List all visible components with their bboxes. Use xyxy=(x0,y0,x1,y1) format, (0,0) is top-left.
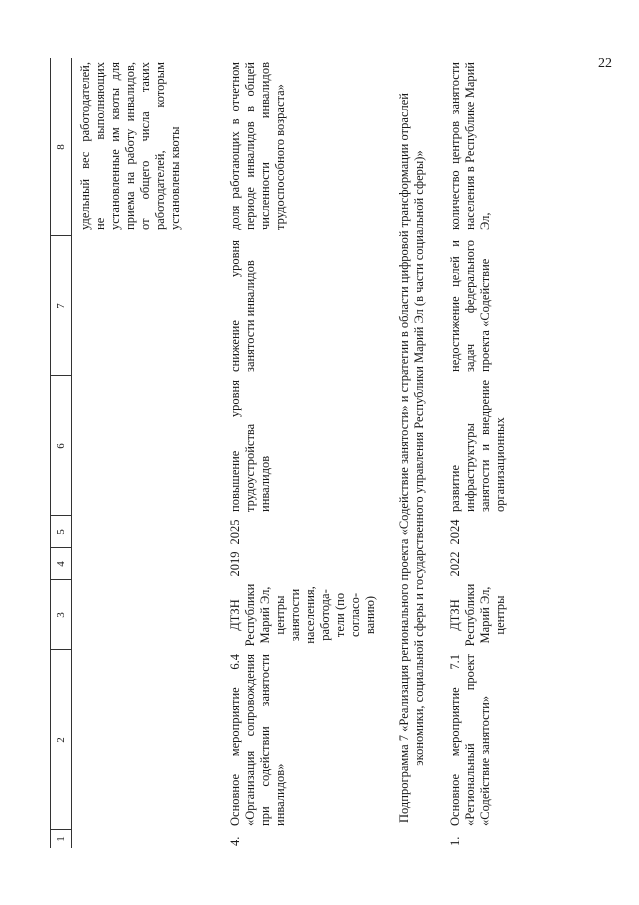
prev-row-indicator: удельный вес работодателей, не выполняющих установленные им квоты для приема на работу инвалидов, от общего числа таких работодателей, которым установлены квоты xyxy=(77,61,182,230)
row4-executor: ДТЗН Республики Марий Эл, центры занятости населения, работода-тели (по согласо-ванию) xyxy=(227,583,377,646)
row4-start-year: 2019 xyxy=(227,551,242,576)
rotated-table xyxy=(50,58,590,848)
row1-name: Основное мероприятие 7.1 «Региональный проект «Содействие занятости» xyxy=(447,653,492,826)
header-col-8: 8 xyxy=(54,143,67,150)
row1-number: 1. xyxy=(447,836,462,846)
row1-end-year: 2024 xyxy=(447,519,462,544)
row1-executor: ДТЗН Республики Марий Эл, центры xyxy=(447,583,507,646)
header-col-4: 4 xyxy=(54,560,67,567)
row4-indicator: доля работающих в отчетном периоде инвалидов в общей численности инвалидов трудоспособного возраста» xyxy=(227,61,287,230)
table-header-row xyxy=(50,58,72,848)
row1-start-year: 2022 xyxy=(447,551,462,576)
header-col-1: 1 xyxy=(54,835,67,842)
header-col-6: 6 xyxy=(54,442,67,449)
row4-number: 4. xyxy=(227,836,242,846)
row1-indicator: количество центров занятости населения в Республике Марий Эл, xyxy=(447,61,492,230)
header-col-3: 3 xyxy=(54,611,67,618)
header-col-5: 5 xyxy=(54,528,67,535)
header-col-7: 7 xyxy=(54,302,67,309)
row1-consequence: недостижение целей и задач федерального проекта «Содействие xyxy=(447,239,492,372)
row1-result: развитие инфраструктуры занятости и внедрение организационных xyxy=(447,379,507,512)
row4-consequence: снижение уровня занятости инвалидов xyxy=(227,239,257,372)
subprogram-title: Подпрограмма 7 «Реализация регионального проекта «Содействие занятости» и стратегии в области цифровой трансформации отраслей экономики, социальной сферы и государственного управления Республики Марий Эл (в части социальной сферы)» xyxy=(396,92,426,823)
row4-name: Основное мероприятие 6.4 «Организация сопровождения при содействии занятости инвалидов» xyxy=(227,653,287,826)
row4-end-year: 2025 xyxy=(227,519,242,544)
page-number: 22 xyxy=(598,56,612,71)
row4-result: повышение уровня трудоустройства инвалидов xyxy=(227,379,272,512)
header-col-2: 2 xyxy=(54,736,67,743)
